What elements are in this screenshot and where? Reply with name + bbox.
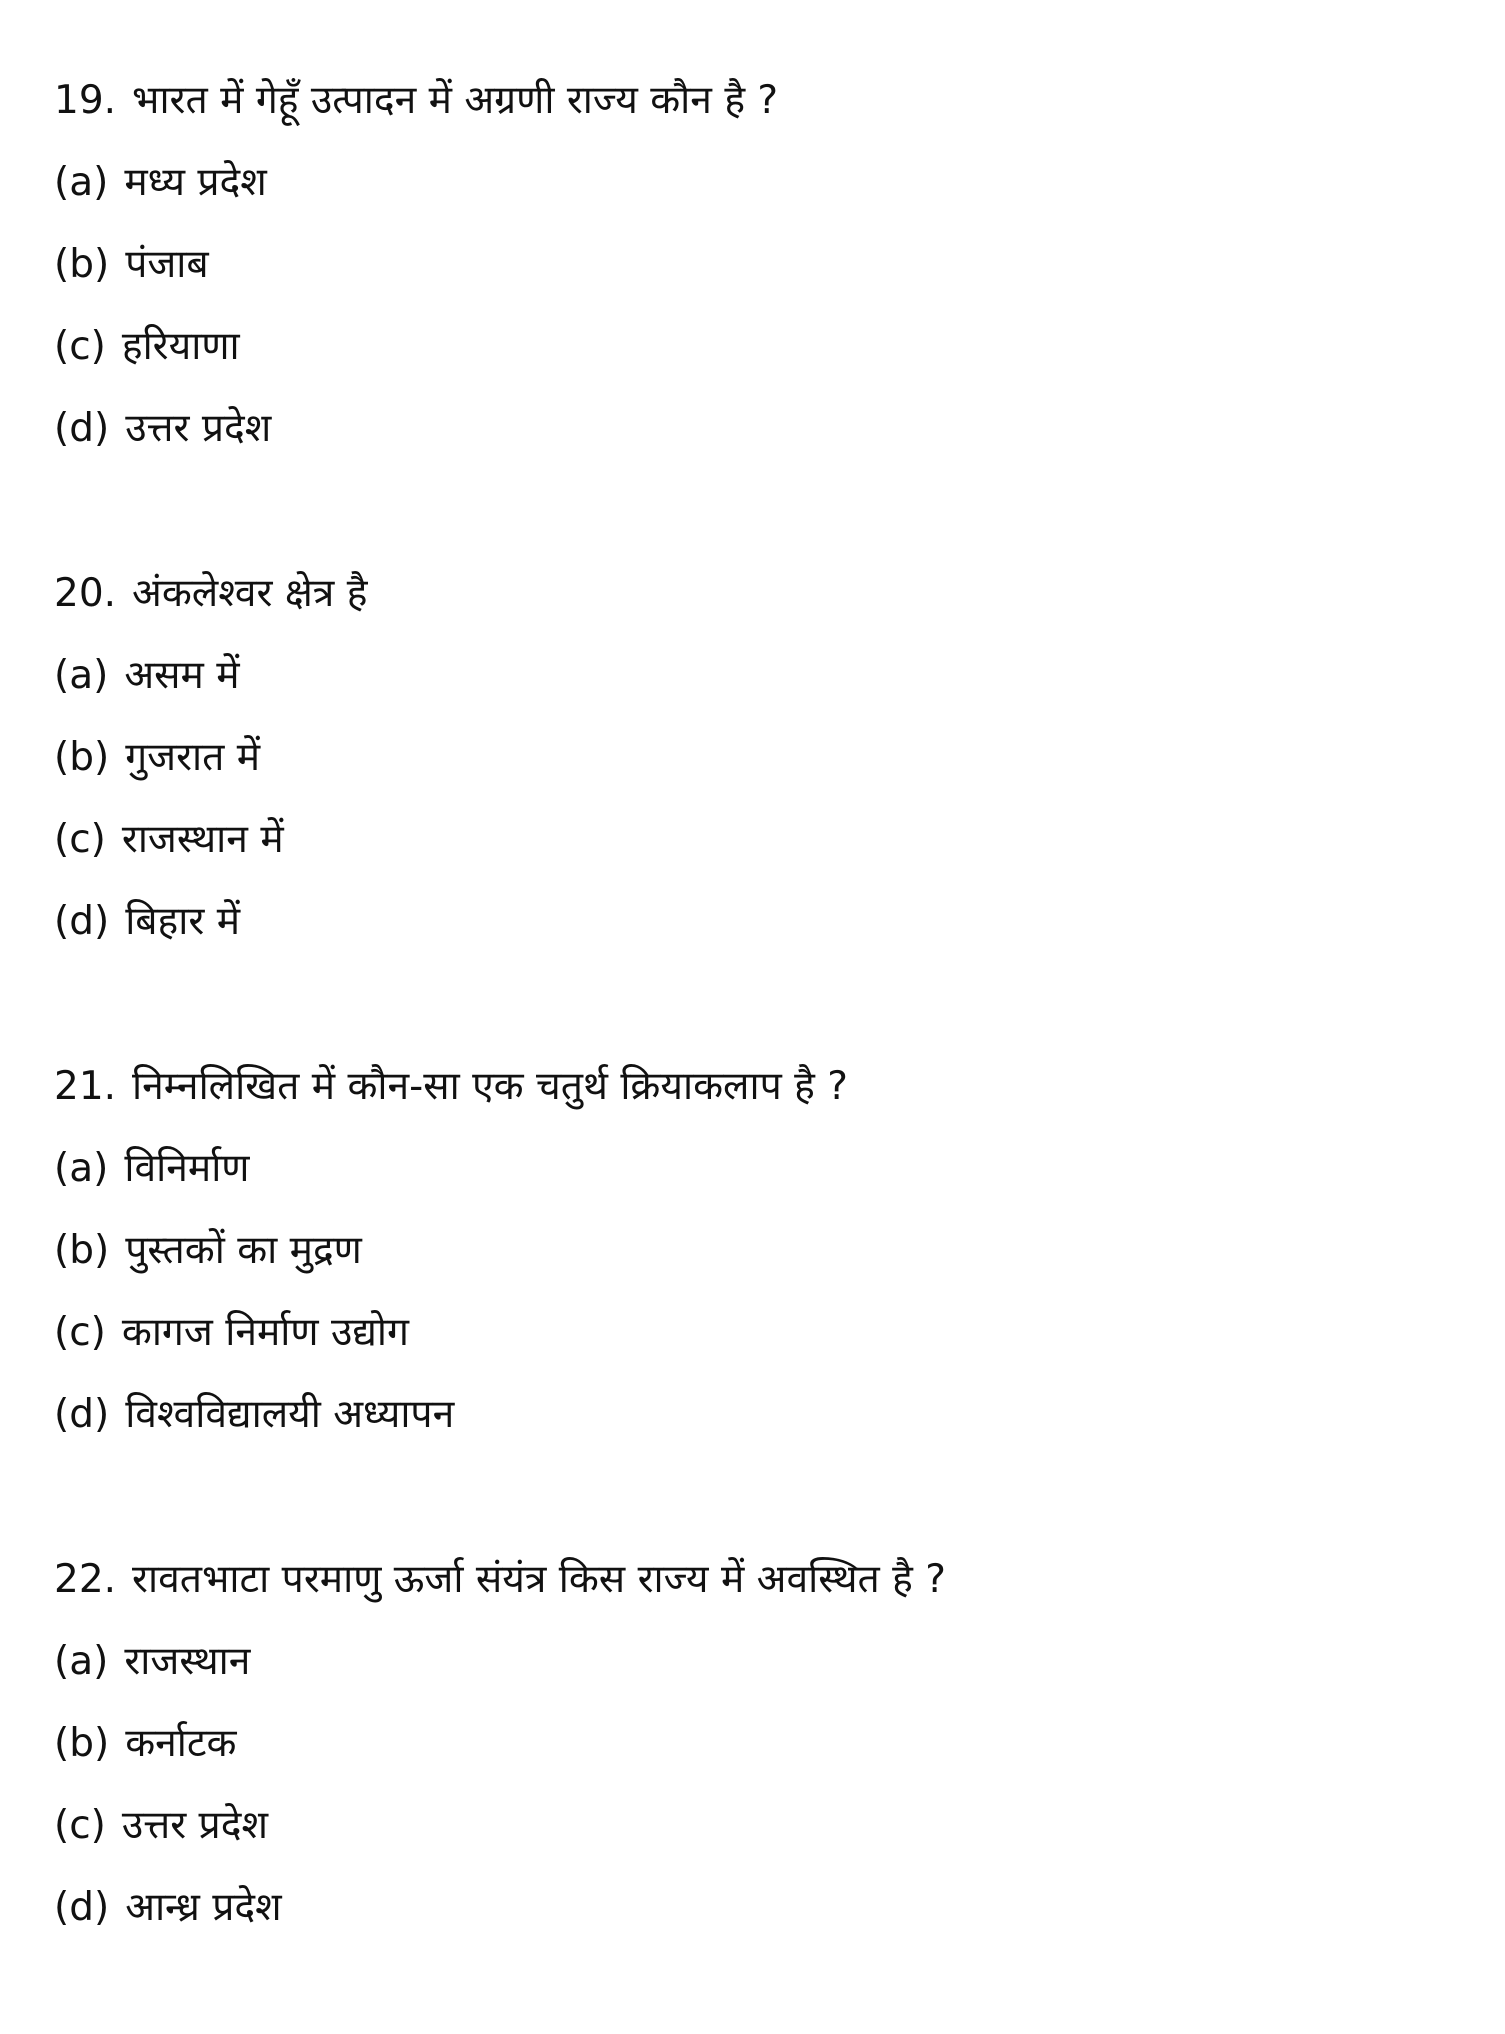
question-text: निम्नलिखित में कौन-सा एक चतुर्थ क्रियाकलाप है ? [132,1064,848,1109]
option-text: विनिर्माण [124,1146,250,1191]
option-label: (b) [54,242,110,287]
option-d [54,1867,1454,1949]
option-c [54,1292,1454,1374]
option-text: उत्तर प्रदेश [121,1803,268,1848]
option-text: मध्य प्रदेश [124,160,267,205]
option-a [54,635,1454,717]
option-text: गुजरात में [125,735,261,780]
question-number: 21. [54,1064,117,1109]
option-label: (d) [54,1885,110,1930]
option-c [54,306,1454,388]
option-text: कागज निर्माण उद्योग [121,1310,409,1355]
question-22 [54,1539,1454,1949]
option-label: (c) [54,1803,106,1848]
question-20 [54,553,1454,963]
option-label: (d) [54,899,110,944]
option-a [54,1128,1454,1210]
option-d [54,388,1454,470]
option-text: राजस्थान में [121,817,284,862]
option-label: (d) [54,1392,110,1437]
option-b [54,717,1454,799]
question-19 [54,60,1454,470]
option-b [54,224,1454,306]
option-label: (a) [54,1639,109,1684]
option-c [54,1785,1454,1867]
question-line [54,1539,1454,1621]
option-a [54,142,1454,224]
option-a [54,1621,1454,1703]
question-21 [54,1046,1454,1456]
question-text: अंकलेश्वर क्षेत्र है [132,571,368,616]
option-label: (a) [54,653,109,698]
option-text: पंजाब [125,242,209,287]
option-d [54,1374,1454,1456]
option-text: राजस्थान [124,1639,251,1684]
option-text: असम में [124,653,240,698]
option-label: (c) [54,1310,106,1355]
option-label: (d) [54,406,110,451]
option-text: हरियाणा [121,324,240,369]
question-number: 22. [54,1557,117,1602]
option-text: विश्वविद्यालयी अध्यापन [125,1392,455,1437]
question-line [54,553,1454,635]
option-label: (b) [54,735,110,780]
question-text: रावतभाटा परमाणु ऊर्जा संयंत्र किस राज्य में अवस्थित है ? [132,1557,946,1602]
option-text: पुस्तकों का मुद्रण [125,1228,362,1273]
option-text: उत्तर प्रदेश [125,406,272,451]
option-label: (a) [54,160,109,205]
option-text: बिहार में [125,899,241,944]
question-number: 20. [54,571,117,616]
option-label: (b) [54,1228,110,1273]
question-text: भारत में गेहूँ उत्पादन में अग्रणी राज्य कौन है ? [132,78,779,123]
option-text: कर्नाटक [125,1721,237,1766]
option-label: (c) [54,324,106,369]
question-line [54,60,1454,142]
option-text: आन्ध्र प्रदेश [125,1885,282,1930]
option-d [54,881,1454,963]
question-line [54,1046,1454,1128]
option-label: (b) [54,1721,110,1766]
option-c [54,799,1454,881]
question-number: 19. [54,78,117,123]
option-label: (a) [54,1146,109,1191]
option-label: (c) [54,817,106,862]
option-b [54,1210,1454,1292]
option-b [54,1703,1454,1785]
